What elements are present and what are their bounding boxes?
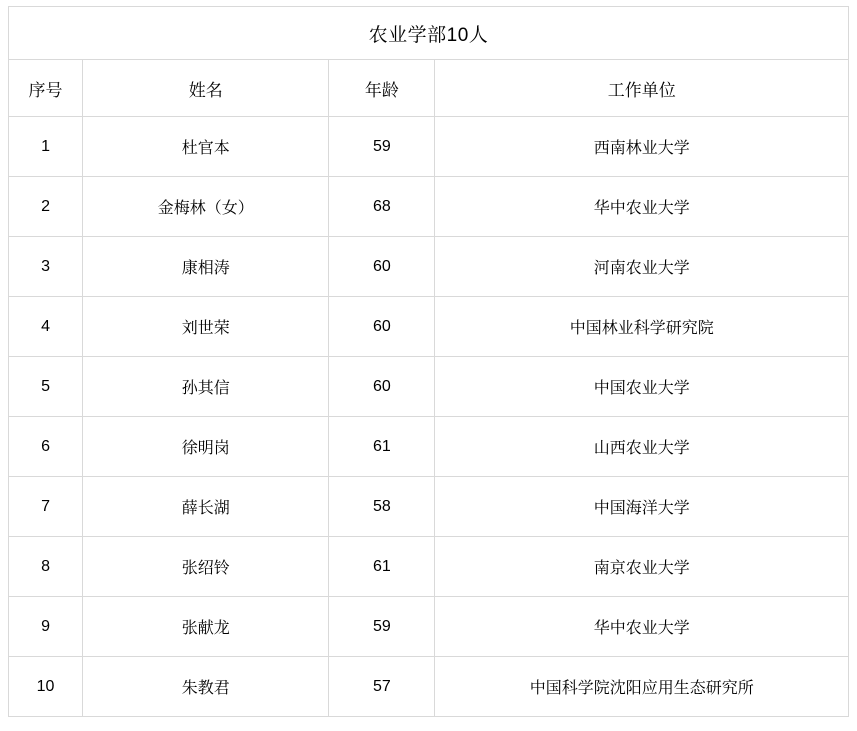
cell-index: 10 (9, 657, 83, 717)
cell-age: 59 (329, 597, 435, 657)
cell-name: 薛长湖 (83, 477, 329, 537)
cell-index: 4 (9, 297, 83, 357)
cell-age: 68 (329, 177, 435, 237)
cell-index: 2 (9, 177, 83, 237)
cell-age: 60 (329, 297, 435, 357)
cell-name: 刘世荣 (83, 297, 329, 357)
cell-unit: 中国林业科学研究院 (435, 297, 849, 357)
cell-age: 59 (329, 117, 435, 177)
title-row (9, 7, 849, 60)
cell-index: 5 (9, 357, 83, 417)
table-row (9, 297, 849, 357)
table-row (9, 537, 849, 597)
cell-name: 康相涛 (83, 237, 329, 297)
cell-age: 57 (329, 657, 435, 717)
cell-name: 孙其信 (83, 357, 329, 417)
cell-index: 1 (9, 117, 83, 177)
column-header-index: 序号 (9, 60, 83, 117)
column-header-unit: 工作单位 (435, 60, 849, 117)
cell-age: 61 (329, 417, 435, 477)
cell-index: 6 (9, 417, 83, 477)
cell-age: 60 (329, 237, 435, 297)
cell-age: 61 (329, 537, 435, 597)
cell-unit: 中国科学院沈阳应用生态研究所 (435, 657, 849, 717)
cell-name: 徐明岗 (83, 417, 329, 477)
cell-index: 8 (9, 537, 83, 597)
cell-unit: 河南农业大学 (435, 237, 849, 297)
cell-unit: 西南林业大学 (435, 117, 849, 177)
cell-name: 杜官本 (83, 117, 329, 177)
cell-index: 9 (9, 597, 83, 657)
table-row (9, 237, 849, 297)
cell-index: 7 (9, 477, 83, 537)
cell-unit: 南京农业大学 (435, 537, 849, 597)
table-row (9, 597, 849, 657)
cell-unit: 中国农业大学 (435, 357, 849, 417)
column-header-age: 年龄 (329, 60, 435, 117)
table-row (9, 177, 849, 237)
page-title: 农业学部10人 (9, 7, 849, 60)
cell-unit: 华中农业大学 (435, 177, 849, 237)
cell-age: 60 (329, 357, 435, 417)
cell-name: 张献龙 (83, 597, 329, 657)
table-header-row (9, 60, 849, 117)
cell-age: 58 (329, 477, 435, 537)
table-row (9, 657, 849, 717)
column-header-name: 姓名 (83, 60, 329, 117)
cell-unit: 山西农业大学 (435, 417, 849, 477)
cell-name: 张绍铃 (83, 537, 329, 597)
table-row (9, 417, 849, 477)
cell-name: 金梅林（女） (83, 177, 329, 237)
candidates-table (8, 6, 849, 717)
cell-unit: 中国海洋大学 (435, 477, 849, 537)
table-row (9, 477, 849, 537)
cell-name: 朱教君 (83, 657, 329, 717)
cell-index: 3 (9, 237, 83, 297)
table-row (9, 357, 849, 417)
table-row (9, 117, 849, 177)
cell-unit: 华中农业大学 (435, 597, 849, 657)
